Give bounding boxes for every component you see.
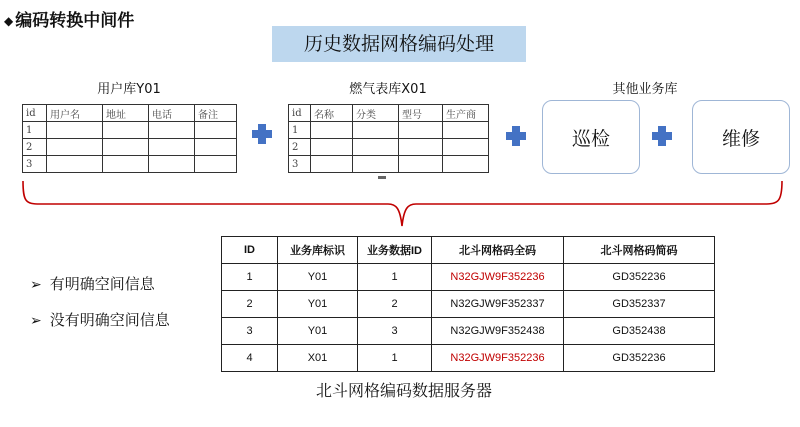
column-header: 北斗网格码全码 [432, 237, 564, 264]
user-db-header-cell: 地址 [103, 105, 149, 122]
user-db-header-cell: 用户名 [47, 105, 103, 122]
table-row [289, 156, 489, 173]
table-row [222, 264, 715, 291]
cell-lib: Y01 [278, 291, 358, 318]
arrow-bullet-icon: ➢ [30, 277, 42, 293]
heading-text: 编码转换中间件 [15, 11, 135, 31]
plus-icon [506, 126, 526, 146]
cell-full-code: N32GJW9F352236 [432, 345, 564, 372]
cell-lib: Y01 [278, 264, 358, 291]
row-id: 2 [23, 139, 47, 156]
bullet-item [30, 309, 170, 330]
bullet-text: 没有明确空间信息 [49, 311, 170, 329]
gas-db-label: 燃气表库X01 [349, 82, 427, 97]
cell-full-code: N32GJW9F352337 [432, 291, 564, 318]
cell-short-code: GD352236 [564, 345, 715, 372]
cell-lib: Y01 [278, 318, 358, 345]
bullet-item [30, 273, 155, 294]
maintenance-box: 维修 [692, 100, 790, 174]
gas-db-header-cell: 型号 [399, 105, 443, 122]
column-header: 业务库标识 [278, 237, 358, 264]
table-row [289, 122, 489, 139]
service-header-row [222, 237, 715, 264]
user-db-table [22, 104, 237, 173]
column-header: ID [222, 237, 278, 264]
cell-id: 2 [222, 291, 278, 318]
diamond-bullet-icon: ◆ [4, 14, 14, 28]
cell-id: 4 [222, 345, 278, 372]
table-row [222, 318, 715, 345]
user-db-label: 用户库Y01 [97, 82, 161, 97]
cell-full-code: N32GJW9F352236 [432, 264, 564, 291]
gas-db-table [288, 104, 489, 173]
user-db-header-cell: 电话 [149, 105, 195, 122]
plus-icon [252, 124, 272, 144]
gas-db-header-cell: 名称 [311, 105, 353, 122]
row-id: 3 [23, 156, 47, 173]
cell-full-code: N32GJW9F352438 [432, 318, 564, 345]
table-row [23, 122, 237, 139]
user-db-header-cell: 备注 [195, 105, 237, 122]
cell-short-code: GD352438 [564, 318, 715, 345]
page-heading [4, 6, 134, 31]
bullet-text: 有明确空间信息 [49, 275, 155, 293]
cell-data-id: 1 [358, 264, 432, 291]
table-resize-handle [378, 176, 386, 179]
cell-lib: X01 [278, 345, 358, 372]
other-db-label: 其他业务库 [612, 82, 678, 97]
row-id: 3 [289, 156, 311, 173]
row-id: 2 [289, 139, 311, 156]
cell-id: 3 [222, 318, 278, 345]
table-row [289, 139, 489, 156]
row-id: 1 [23, 122, 47, 139]
plus-icon [652, 126, 672, 146]
table-row [23, 156, 237, 173]
service-table [221, 236, 715, 372]
cell-data-id: 2 [358, 291, 432, 318]
service-label: 北斗网格编码数据服务器 [316, 381, 493, 400]
column-header: 北斗网格码简码 [564, 237, 715, 264]
grouping-brace [22, 180, 784, 230]
cell-id: 1 [222, 264, 278, 291]
cell-short-code: GD352337 [564, 291, 715, 318]
gas-db-header-cell: 生产商 [443, 105, 489, 122]
table-row [222, 345, 715, 372]
column-header: 业务数据ID [358, 237, 432, 264]
user-db-header-cell: id [23, 105, 47, 122]
user-db-header-row [23, 105, 237, 122]
inspection-box: 巡检 [542, 100, 640, 174]
arrow-bullet-icon: ➢ [30, 313, 42, 329]
cell-data-id: 1 [358, 345, 432, 372]
gas-db-header-row [289, 105, 489, 122]
table-row [23, 139, 237, 156]
row-id: 1 [289, 122, 311, 139]
diagram-title: 历史数据网格编码处理 [272, 26, 526, 62]
gas-db-header-cell: id [289, 105, 311, 122]
gas-db-header-cell: 分类 [353, 105, 399, 122]
table-row [222, 291, 715, 318]
cell-short-code: GD352236 [564, 264, 715, 291]
cell-data-id: 3 [358, 318, 432, 345]
